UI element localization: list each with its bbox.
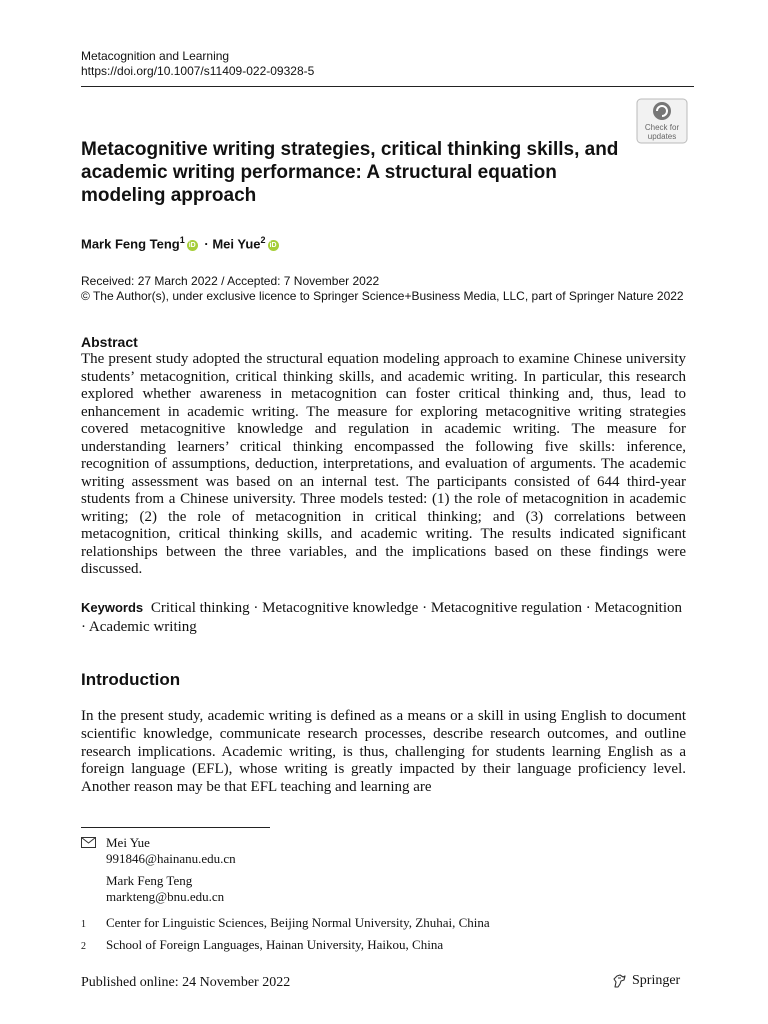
journal-header — [81, 49, 314, 79]
affiliation-item — [81, 937, 86, 955]
svg-text:Check for: Check for — [644, 123, 680, 132]
affiliation-number: 2 — [81, 941, 86, 952]
contact-block — [106, 835, 236, 905]
svg-text:updates: updates — [647, 132, 677, 141]
introduction-body: In the present study, academic writing is defined as a means or a skill in using English to document scientific knowledge, communicate research processes, describe research outcomes, and outline research implications. Academic writing, is thus, challenging for students learning English as a foreign language (EFL), whose writing is greatly impacted by their language proficiency level. Another reason may be that EFL teaching and learning are — [81, 708, 686, 796]
keywords — [81, 598, 686, 637]
author-name[interactable]: Mei Yue — [212, 236, 261, 252]
received-accepted: Received: 27 March 2022 / Accepted: 7 November 2022 — [81, 274, 380, 288]
abstract-body: The present study adopted the structural equation modeling approach to examine Chinese university students’ metacognition, critical thinking skills, and academic writing. In particular, this research explored whether awareness in metacognition can foster critical thinking and, thus, lead to enhancement in academic writing. The measure for exploring metacognitive writing strategies covered metacognitive knowledge and regulation in academic writing. The measure for understanding learners’ critical thinking encompassed the following five skills: inference, recognition of assumptions, deduction, interpretations, and evaluation of arguments. The academic writing assessment was based on an internal test. The participants consisted of 644 third-year students from a Chinese university. Three models tested: (1) the role of metacognition in academic writing; (2) the role of metacognition in critical thinking; and (3) correlations between metacognition, critical thinking skills, and academic writing. The results indicated significant relationships between the three variables, and the implications based on these findings were discussed. — [81, 351, 686, 577]
affiliation-text: School of Foreign Languages, Hainan University, Haikou, China — [106, 937, 444, 952]
envelope-icon — [81, 837, 96, 848]
publisher-logo[interactable] — [612, 973, 680, 989]
check-for-updates-badge[interactable] — [636, 98, 688, 144]
doi-link[interactable]: https://doi.org/10.1007/s11409-022-09328-5 — [81, 64, 315, 78]
abstract-heading: Abstract — [81, 334, 138, 350]
contact-email[interactable]: markteng@bnu.edu.cn — [106, 889, 225, 904]
publication-dates — [81, 274, 684, 304]
check-for-updates-icon — [636, 98, 688, 144]
header-divider — [81, 86, 694, 87]
journal-name: Metacognition and Learning — [81, 49, 230, 63]
springer-horse-icon — [612, 973, 628, 989]
publisher-name: Springer — [632, 973, 681, 988]
author-affiliation-mark: 1 — [179, 235, 185, 245]
author-name[interactable]: Mark Feng Teng — [81, 236, 180, 252]
keywords-list: Critical thinking · Metacognitive knowledge · Metacognitive regulation · Metacognition · Academic writing — [81, 600, 682, 635]
published-online: Published online: 24 November 2022 — [81, 975, 291, 990]
author-separator: · — [204, 236, 209, 252]
affiliation-item — [81, 915, 86, 933]
keywords-label: Keywords — [81, 600, 144, 615]
copyright-notice: © The Author(s), under exclusive licence to Springer Science+Business Media, LLC, part of Springer Nature 2022 — [81, 289, 684, 303]
introduction-heading: Introduction — [81, 670, 181, 689]
author-affiliation-mark: 2 — [260, 235, 266, 245]
affiliation-text: Center for Linguistic Sciences, Beijing Normal University, Zhuhai, China — [106, 915, 490, 930]
orcid-icon[interactable]: iD — [269, 242, 277, 250]
contact-name: Mei Yue — [106, 835, 150, 850]
author-list — [81, 231, 282, 253]
paper-title: Metacognitive writing strategies, critical thinking skills, and academic writing performance: A structural equation modeling approach — [81, 139, 619, 206]
affiliation-number: 1 — [81, 919, 86, 930]
contact-email[interactable]: 991846@hainanu.edu.cn — [106, 851, 236, 866]
footnote-divider — [81, 827, 270, 828]
contact-name: Mark Feng Teng — [106, 873, 193, 888]
orcid-icon[interactable]: iD — [188, 242, 196, 250]
